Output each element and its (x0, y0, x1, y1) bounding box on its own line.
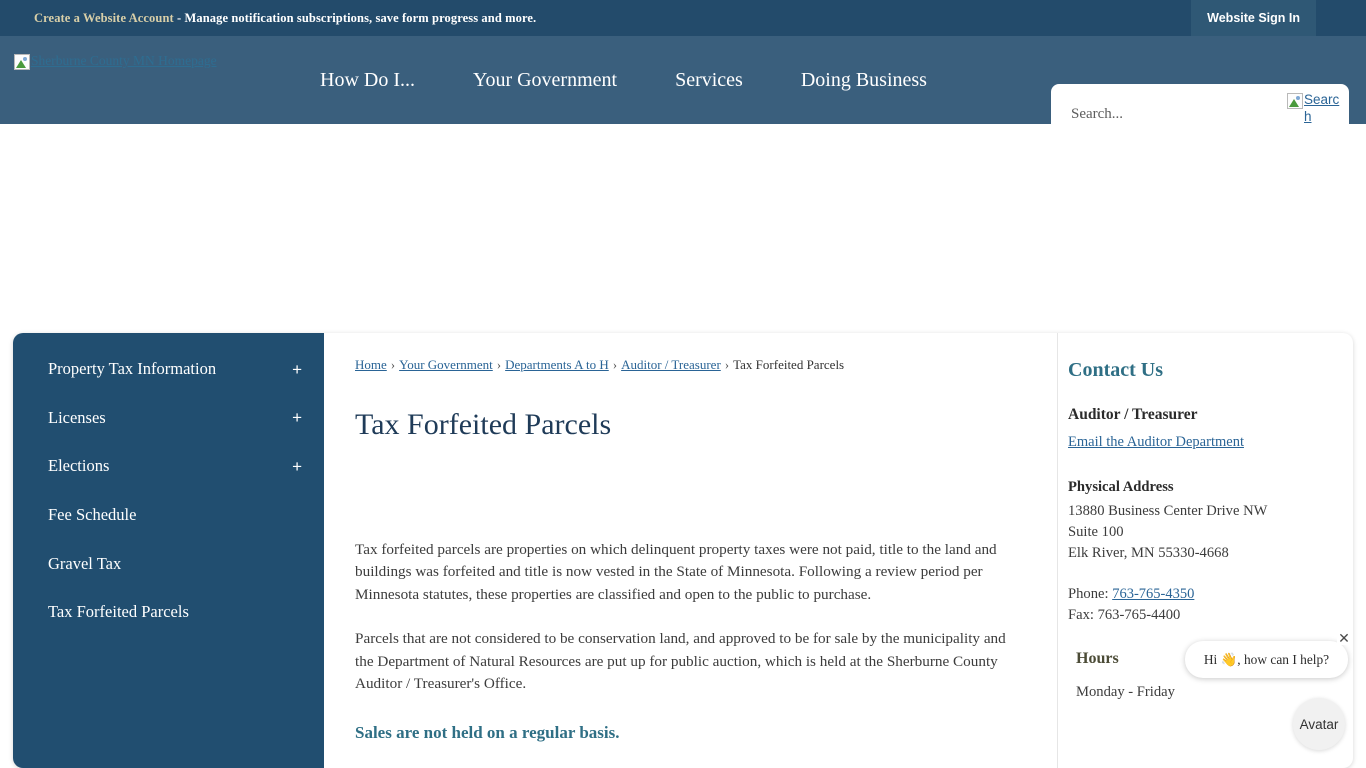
hours-line-1: Monday - Friday (1076, 684, 1175, 700)
website-sign-in-button[interactable]: Website Sign In (1191, 0, 1316, 36)
breadcrumb (355, 355, 1027, 375)
physical-address-label: Physical Address (1068, 479, 1174, 495)
breadcrumb-item-current: Tax Forfeited Parcels (733, 357, 845, 372)
breadcrumb-separator: › (496, 357, 502, 372)
content-panel (13, 333, 1353, 768)
banner-area (0, 124, 1366, 332)
top-utility-bar (0, 0, 1366, 36)
breadcrumb-separator: › (390, 357, 396, 372)
breadcrumb-item-home[interactable]: Home (355, 357, 387, 372)
sales-schedule-subheading: Sales are not held on a regular basis. (355, 723, 620, 743)
chat-close-icon[interactable]: ✕ (1338, 630, 1350, 646)
email-auditor-department-link[interactable]: Email the Auditor Department (1068, 434, 1244, 450)
chat-avatar-button[interactable]: Avatar (1293, 698, 1345, 750)
contact-department-name: Auditor / Treasurer (1068, 406, 1198, 423)
spacer (1068, 564, 1333, 584)
nav-item-your-government[interactable]: Your Government (473, 68, 618, 91)
page-title: Tax Forfeited Parcels (355, 407, 612, 441)
chat-greeting-bubble[interactable]: Hi 👋, how can I help? (1185, 641, 1348, 678)
site-header (0, 36, 1366, 124)
nav-item-how-do-i[interactable]: How Do I... (320, 68, 415, 91)
address-line-3: Elk River, MN 55330-4668 (1068, 545, 1229, 561)
fax-row: Fax: 763-765-4400 (1068, 607, 1181, 623)
address-line-2: Suite 100 (1068, 524, 1124, 540)
sidebar-item-label: Elections (48, 456, 110, 476)
phone-number-link[interactable]: 763-765-4350 (1112, 586, 1195, 602)
sidebar-item-label: Licenses (48, 407, 106, 427)
phone-row (1068, 584, 1333, 605)
sidebar-item-tax-forfeited-parcels[interactable] (13, 588, 324, 637)
breadcrumb-separator: › (612, 357, 618, 372)
create-website-account-link[interactable]: Create a Website Account (34, 10, 174, 25)
phone-label: Phone: (1068, 586, 1113, 602)
breadcrumb-separator: › (724, 357, 730, 372)
hours-title: Hours (1076, 650, 1119, 667)
nav-item-doing-business[interactable]: Doing Business (800, 68, 927, 91)
contact-us-title: Contact Us (1068, 359, 1163, 381)
expand-plus-icon[interactable]: + (292, 359, 302, 379)
nav-item-services[interactable]: Services (675, 68, 743, 91)
breadcrumb-item-your-government[interactable]: Your Government (399, 357, 493, 372)
top-bar-message (34, 11, 536, 26)
site-logo-alt-text: Sherburne County MN Homepage (31, 53, 217, 68)
breadcrumb-item-auditor-treasurer[interactable]: Auditor / Treasurer (621, 357, 721, 372)
section-sidebar-navigation (13, 333, 324, 768)
sidebar-item-label: Property Tax Information (48, 359, 217, 378)
sidebar-item-property-tax-information[interactable] (13, 345, 324, 394)
sidebar-item-elections[interactable] (13, 442, 324, 491)
body-paragraph-1: Tax forfeited parcels are properties on which delinquent property taxes were not paid, title to the land and buildings was forfeited and title is now vested in the State of Minnesota. Following a review period per Minnesota statutes, these properties are classified and open to the public to purchase. (355, 540, 997, 603)
sidebar-item-gravel-tax[interactable] (13, 540, 324, 589)
body-paragraph-2: Parcels that are not considered to be conservation land, and approved to be for sale by the municipality and the Department of Natural Resources are put up for public auction, which is held at the Sherburne County Auditor / Treasurer's Office. (355, 630, 1006, 693)
expand-plus-icon[interactable]: + (292, 408, 302, 428)
expand-plus-icon[interactable]: + (292, 457, 302, 477)
sidebar-item-licenses[interactable] (13, 394, 324, 443)
sidebar-item-label: Gravel Tax (48, 553, 122, 573)
search-submit-button[interactable] (1287, 91, 1349, 125)
sidebar-item-label: Tax Forfeited Parcels (48, 602, 189, 622)
top-bar-description: - Manage notification subscriptions, save form progress and more. (173, 10, 537, 25)
search-icon (1287, 93, 1303, 109)
address-line-1: 13880 Business Center Drive NW (1068, 503, 1268, 519)
main-navigation (320, 36, 927, 124)
sidebar-item-label: Fee Schedule (48, 504, 137, 524)
search-button-alt-text: Search (1304, 92, 1340, 124)
sidebar-item-fee-schedule[interactable] (13, 491, 324, 540)
broken-image-icon (14, 54, 30, 70)
breadcrumb-item-departments-a-to-h[interactable]: Departments A to H (505, 357, 609, 372)
site-logo-link[interactable] (14, 52, 217, 70)
main-content (324, 333, 1057, 768)
